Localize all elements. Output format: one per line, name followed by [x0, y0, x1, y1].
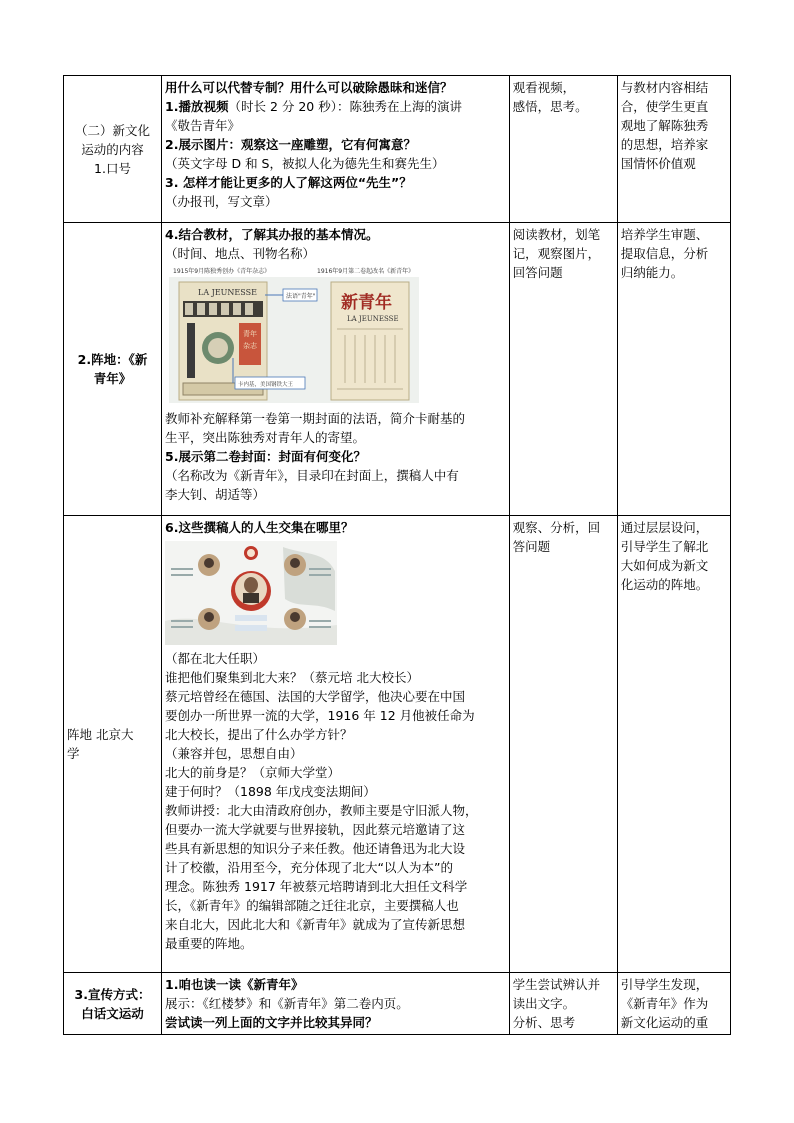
content-cell: 4.结合教材，了解其办报的基本情况。 （时间、地点、刊物名称） 1915年9月陈独秀创办《青年杂志》 1916年9月第二卷起改名《新青年》 LA JEUNESSE 青年 杂志 法语"青年" 卡内基，美国钢铁大王 新青年 LA JEUNESSE 教师补充解释第一卷第一期封面的法语，简介卡耐基的 生平，突出陈独秀对青年人的寄望。 5.展示第二卷封面：封面有何变化？ （名称改为《新青年》，目录印在封面上，撰稿人中有 李大钊、胡适等） — [162, 223, 510, 516]
activity-cell: 观察、分析，回 答问题 — [509, 516, 617, 973]
table-row — [64, 223, 731, 516]
svg-text:LA JEUNESSE: LA JEUNESSE — [347, 315, 399, 323]
section-cell: （二）新文化 运动的内容 1.口号 — [64, 76, 162, 223]
cover-right — [331, 282, 409, 400]
caption-right: 1916年9月第二卷起改名《新青年》 — [317, 268, 415, 275]
svg-text:新青年: 新青年 — [341, 293, 393, 313]
video-line: 1.播放视频（时长 2 分 20 秒）：陈独秀在上海的演讲 — [165, 99, 462, 114]
activity-cell: 阅读教材，划笔 记，观察图片， 回答问题 — [509, 223, 617, 516]
intent-cell: 通过层层设问， 引导学生了解北 大如何成为新文 化运动的阵地。 — [617, 516, 730, 973]
section-cell: 3.宣传方式： 白话文运动 — [64, 973, 162, 1035]
magazine-covers-figure — [165, 265, 427, 405]
activity-cell: 学生尝试辨认并 读出文字。 分析、思考 — [509, 973, 617, 1035]
section-cell: 2.阵地：《新 青年》 — [64, 223, 162, 516]
content-cell: 用什么可以代替专制？用什么可以破除愚昧和迷信？ 1.播放视频（时长 2 分 20 秒）：陈独秀在上海的演讲 《敬告青年》 2.展示图片：观察这一座雕塑，它有何寓意？ （英文字母 D 和 S，被拟人化为德先生和赛先生） 3. 怎样才能让更多的人了解这两位“先生”？ （办报刊，写文章） — [162, 76, 510, 223]
magazine-covers-image — [165, 265, 427, 405]
content-cell: 1.咱也读一读《新青年》 展示：《红楼梦》和《新青年》第二卷内页。 尝试读一列上面的文字并比较其异同？ — [162, 973, 510, 1035]
table-row — [64, 76, 731, 223]
table-row — [64, 516, 731, 973]
lesson-plan-table — [63, 75, 731, 1035]
intent-cell: 培养学生审题、 提取信息，分析 归纳能力。 — [617, 223, 730, 516]
contributors-figure — [165, 541, 337, 645]
intent-cell: 与教材内容相结 合，使学生更直 观地了解陈独秀 的思想，培养家 国情怀价值观 — [617, 76, 730, 223]
activity-cell: 观看视频， 感悟，思考。 — [509, 76, 617, 223]
intent-cell: 引导学生发现， 《新青年》作为 新文化运动的重 — [617, 973, 730, 1035]
svg-text:杂志: 杂志 — [243, 342, 258, 350]
table-row — [64, 973, 731, 1035]
content-cell: 6.这些撰稿人的人生交集在哪里？ （都在北大任职） 谁把他们聚集到北大来？（蔡元培 北大校长） 蔡元培曾经在德国、法国的大学留学，他决心要在中国 要创办一所世界一流的大学，1916 年 12 月他被任命为 北大校长，提出了什么办学方针？ （兼容并包，思想自由） 北大的前身是？（京师大学堂） 建于何时？（1898 年戊戌变法期间） 教师讲授：北大由清政府创办，教师主要是守旧派人物， 但要办一流大学就要与世界接轨，因此蔡元培邀请了这 些具有新思想的知识分子来任教。他还请鲁迅为北大设 计了校徽，沿用至今，充分体现了北大“以人为本”的 理念。陈独秀 1917 年被蔡元培聘请到北大担任文科学 长，《新青年》的编辑部随之迁往北京，主要撰稿人也 来自北大，因此北大和《新青年》就成为了宣传新思想 最重要的阵地。 — [162, 516, 510, 973]
caption-left: 1915年9月陈独秀创办《青年杂志》 — [173, 268, 271, 275]
svg-text:LA JEUNESSE: LA JEUNESSE — [198, 288, 257, 297]
callout-bottom: 卡内基，美国钢铁大王 — [238, 382, 294, 388]
section-cell: 阵地 北京大 学 — [64, 516, 162, 973]
callout-top: 法语"青年" — [286, 293, 316, 300]
svg-text:青年: 青年 — [243, 330, 258, 338]
contributors-image — [165, 541, 337, 645]
